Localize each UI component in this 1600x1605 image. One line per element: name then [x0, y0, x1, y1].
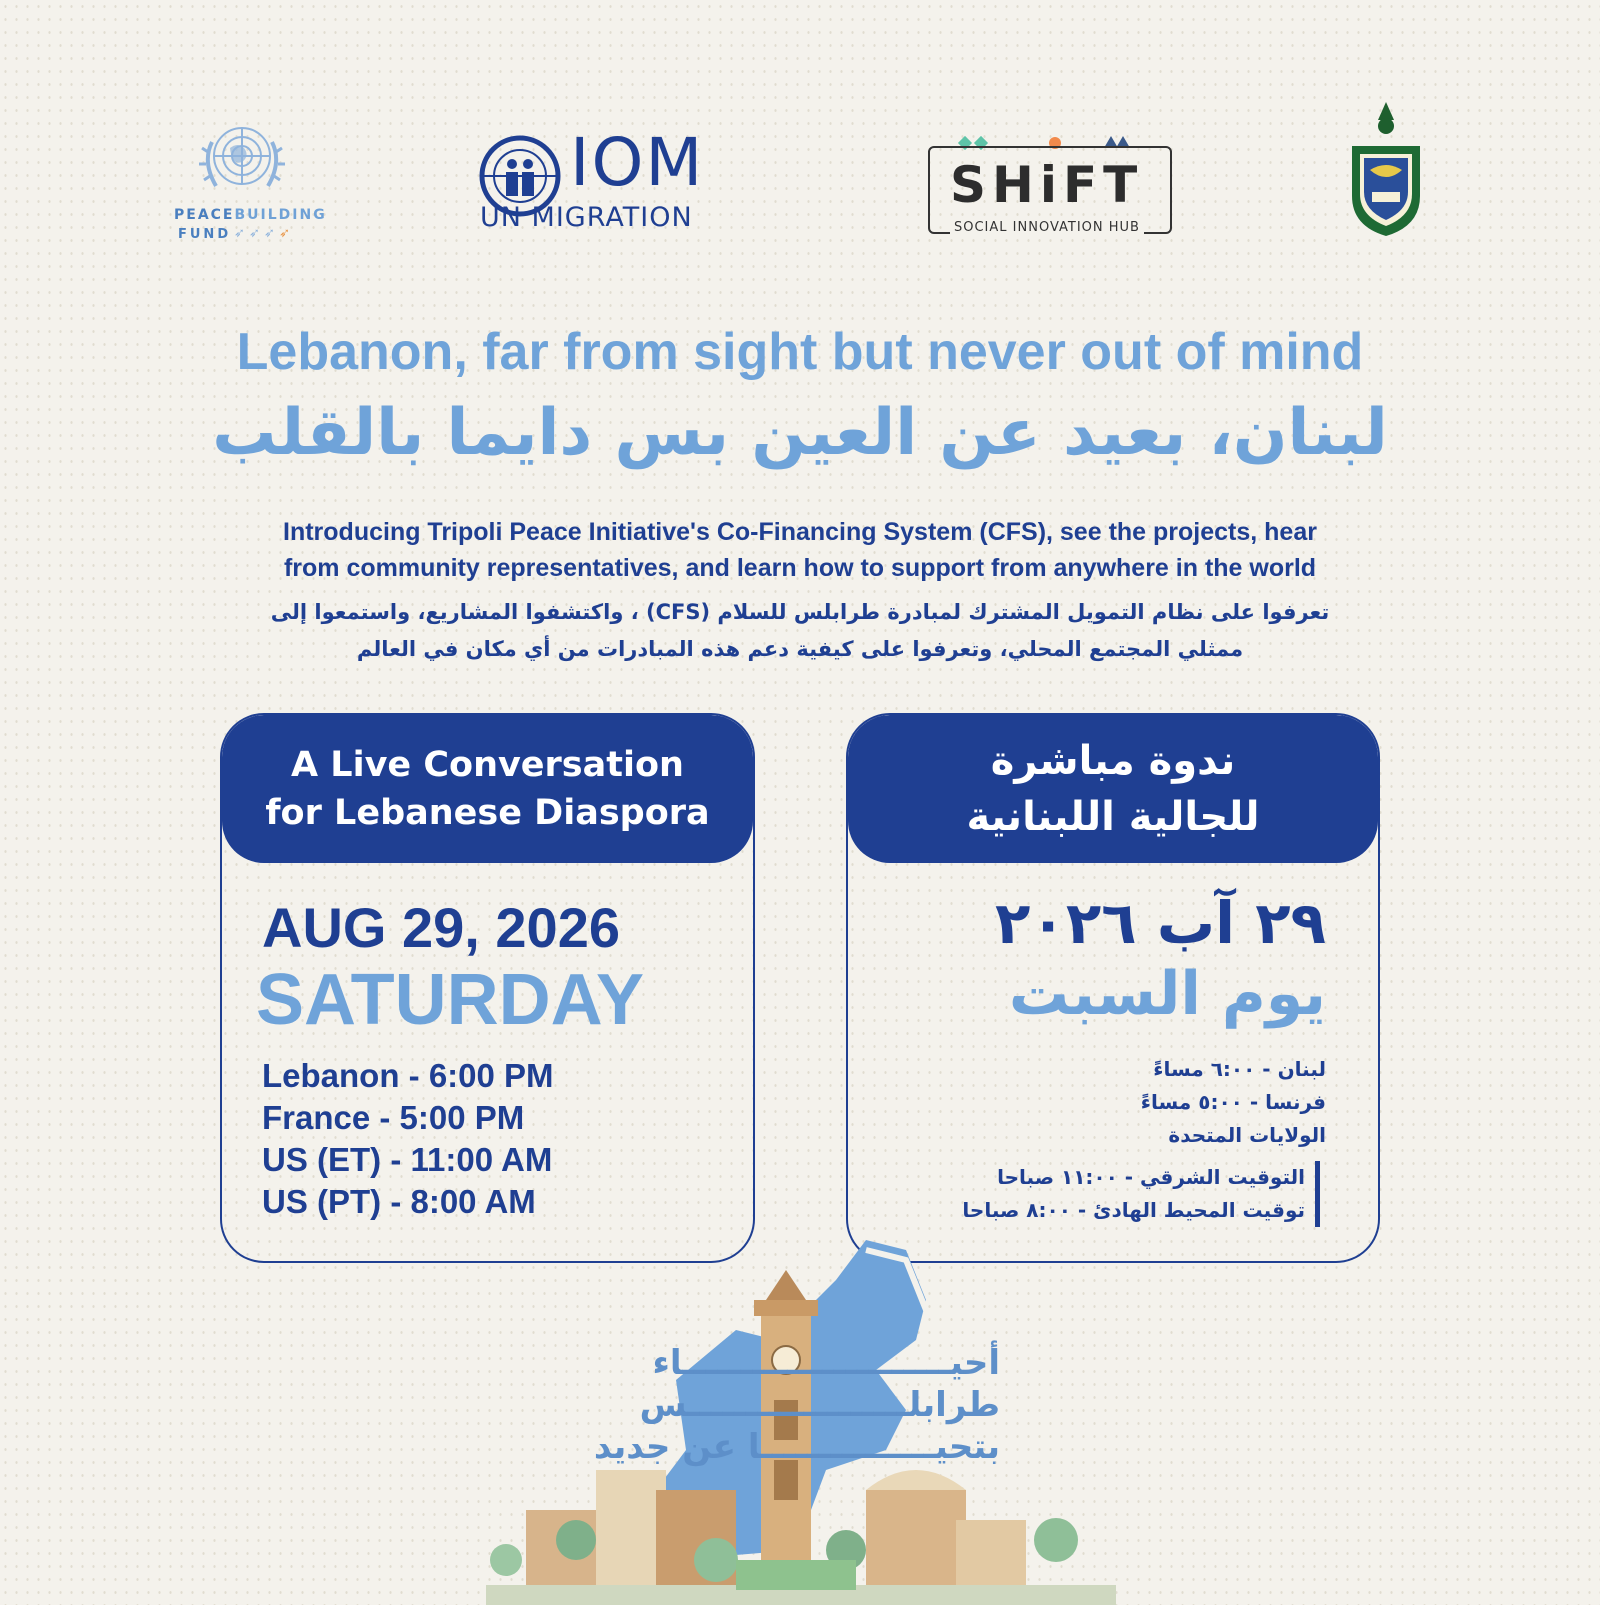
event-date-ar: ٢٩ آب ٢٠٢٦: [995, 889, 1326, 957]
card-en-title-line2: for Lebanese Diaspora: [265, 793, 710, 833]
iom-subtitle: UN MIGRATION: [480, 202, 693, 233]
event-times-en: [262, 1055, 554, 1223]
event-card-ar: [846, 713, 1380, 1263]
time-ar-us-pt: توقيت المحيط الهادئ - ٨:٠٠ صباحا: [962, 1198, 1305, 1222]
time-lebanon: Lebanon - 6:00 PM: [262, 1057, 554, 1094]
intro-ar-line2: ممثلي المجتمع المحلي، وتعرفوا على كيفية دعم هذه المبادرات من أي مكان في العالم: [356, 637, 1244, 661]
event-card-en: [220, 713, 755, 1263]
intro-en-line1: Introducing Tripoli Peace Initiative's Co-Financing System (CFS), see the projects, hear: [283, 518, 1317, 546]
time-ar-us: الولايات المتحدة: [1168, 1123, 1326, 1147]
time-ar-lebanon: لبنان - ٦:٠٠ مساءً: [1153, 1057, 1326, 1081]
tagline-ar-line1: أحيـــــــــــــــــــــــاء: [652, 1343, 1000, 1383]
card-ar-title-line2: للجالية اللبنانية: [966, 794, 1260, 840]
doves-icon: ➶ ➶ ➶ ➶: [234, 226, 290, 241]
iom-wordmark: IOM: [570, 124, 705, 201]
event-date-en: AUG 29, 2026: [262, 896, 620, 959]
event-day-en: SATURDAY: [256, 960, 645, 1040]
event-day-ar: يوم السبت: [1008, 959, 1326, 1029]
un-emblem-icon: [172, 112, 312, 207]
tagline-ar-line3: بتحيـــــــــــــــا عن جديد: [593, 1427, 1000, 1467]
intro-en-line2: from community representatives, and learn how to support from anywhere in the world: [283, 554, 1317, 582]
headline-ar: لبنان، بعيد عن العين بس دايما بالقلب: [212, 396, 1388, 470]
card-en-title-line1: A Live Conversation: [291, 745, 684, 785]
shift-wordmark: SHiFT: [950, 156, 1144, 214]
iom-logo: [478, 124, 748, 240]
time-ar-france: فرنسا - ٥:٠٠ مساءً: [1140, 1090, 1326, 1114]
intro-ar: [150, 594, 1450, 668]
tripoli-municipality-crest-icon: [1346, 100, 1426, 242]
peacebuilding-fund-logo: [172, 112, 327, 252]
time-ar-us-et: التوقيت الشرقي - ١١:٠٠ صباحا: [997, 1165, 1305, 1189]
intro-ar-line1: تعرفوا على نظام التمويل المشترك لمبادرة طرابلس للسلام (CFS) ، واكتشفوا المشاريع، واستمعوا إلى: [270, 600, 1330, 624]
time-us-pt: US (PT) - 8:00 AM: [262, 1183, 536, 1220]
card-ar-title-line1: ندوة مباشرة: [990, 738, 1236, 784]
event-times-ar: [1141, 1053, 1326, 1152]
shift-subtitle: SOCIAL INNOVATION HUB: [950, 220, 1144, 235]
tagline-ar-line2: طرابلـــــــــــــــــــس: [639, 1385, 1000, 1425]
intro-en: [150, 514, 1450, 586]
tagline-ar: [594, 1342, 1000, 1468]
event-card-en-header: [222, 715, 753, 863]
time-us-et: US (ET) - 11:00 AM: [262, 1141, 553, 1178]
shift-logo: [928, 132, 1172, 236]
event-card-ar-header: [848, 715, 1378, 863]
pbf-line1: PEACEBUILDING: [174, 207, 327, 223]
headline-en: Lebanon, far from sight but never out of mind: [236, 323, 1364, 381]
pbf-line2: FUND: [178, 227, 232, 242]
time-france: France - 5:00 PM: [262, 1099, 525, 1136]
event-times-ar-us: [962, 1161, 1320, 1227]
